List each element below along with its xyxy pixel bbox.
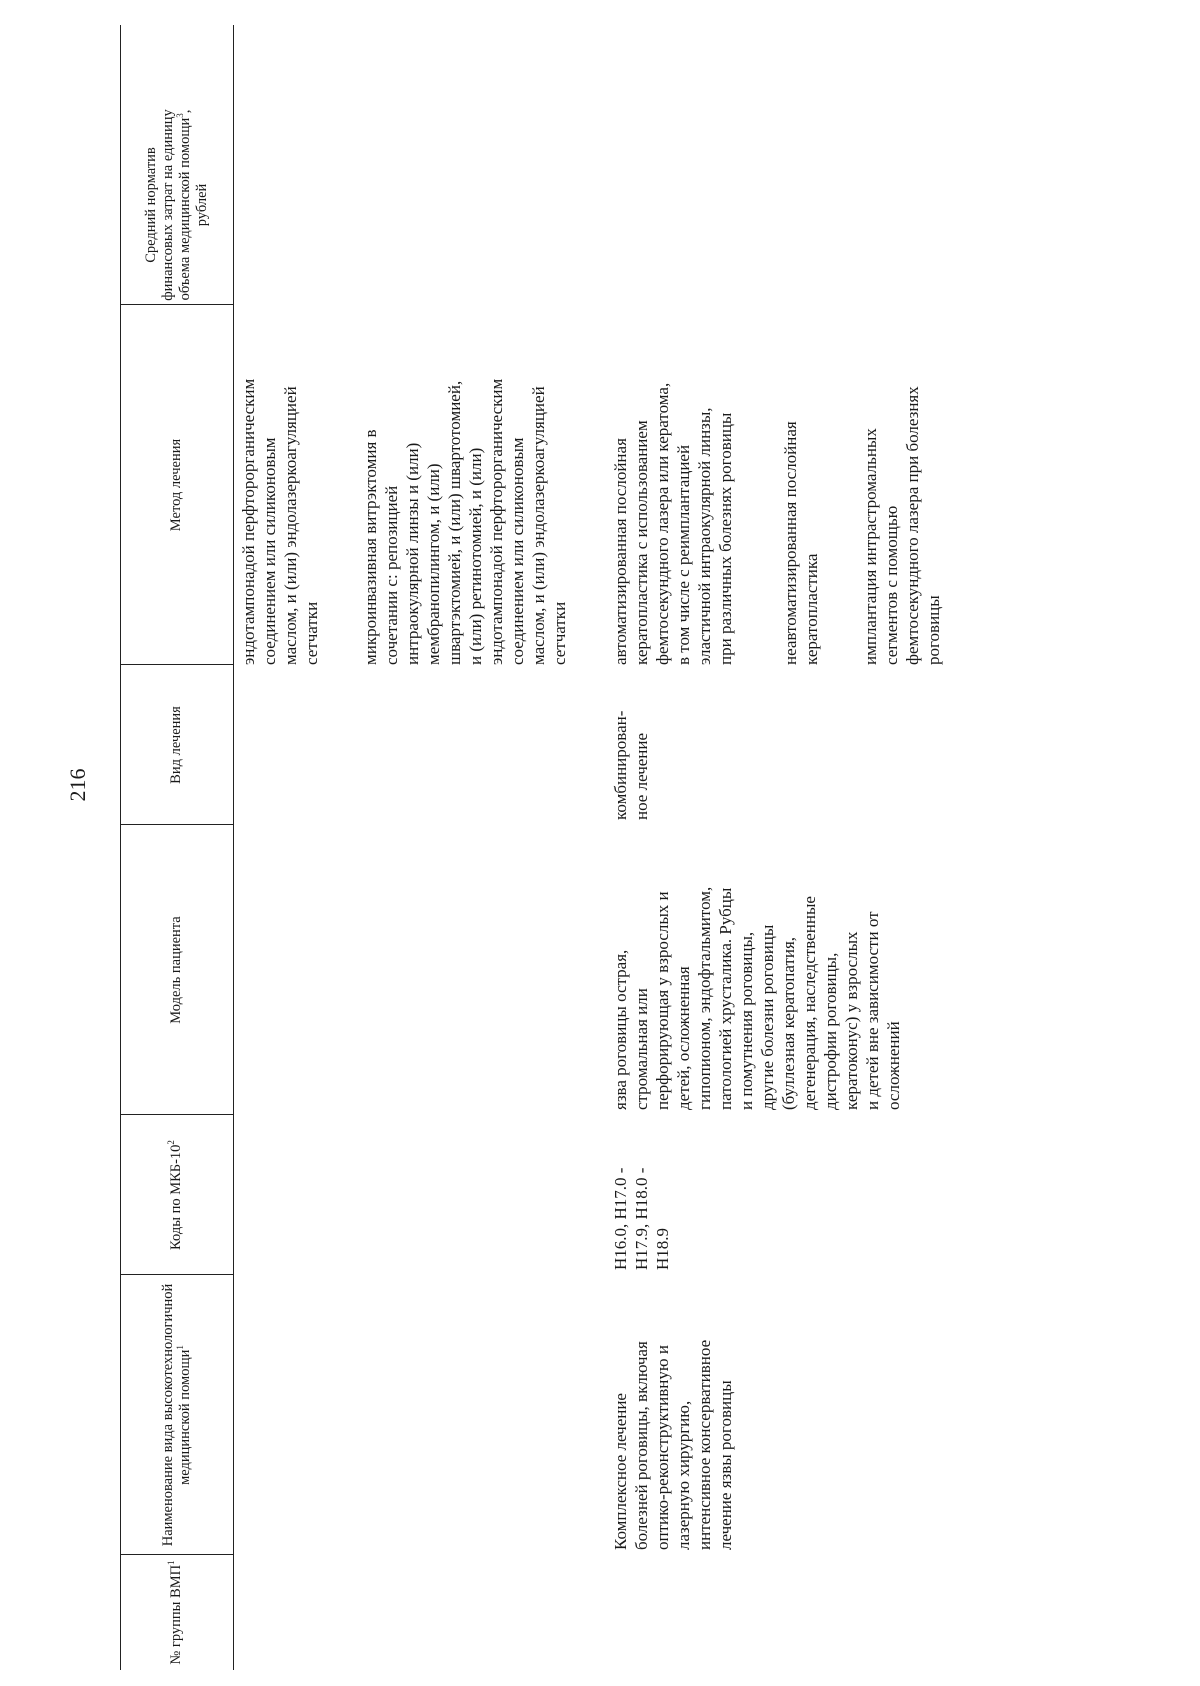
header-treatment-method: Метод лечения	[168, 438, 184, 532]
continuation-method-2: микроинвазивная витрэктомия в сочетании с: репозицией интраокулярной линзы и (или) мембранопилингом, и (или) швартэктомией, и (или) швартотомией, и (или) ретинотомией, и (или) эндотампонадой перфторорганическим соединением или силиконовым маслом, и (или) эндолазеркоагуляцией сетчатки	[361, 378, 569, 665]
header-cost-standard: Средний норматив финансовых затрат на единицу объема медицинской помощи$^3$, рублей	[142, 109, 210, 301]
vmp-name-cell: Комплексное лечение болезней роговицы, включая оптико-реконструктивную и лазерную хирургию, интенсивное консервативное лечение язвы роговицы	[611, 1339, 735, 1550]
continuation-method-1: эндотампонадой перфторорганическим соединением или силиконовым маслом, и (или) эндолазеркоагуляцией сетчатки	[239, 378, 321, 665]
header-vmp-name: Наименование вида высокотехнологичной медицинской помощи$^1$	[159, 1283, 193, 1547]
method-cell-3: имплантация интрастромальных сегментов с помощью фемтосекундного лазера при болезнях роговицы	[861, 386, 943, 665]
header-treatment-type: Вид лечения	[168, 706, 184, 784]
header-vmp-group: № группы ВМП$^1$	[166, 1560, 184, 1665]
method-cell-1: автоматизированная послойная кератопластика с использованием фемтосекундного лазера или кератома, в том числе с реимплантацией эластичной интраокулярной линзы, при различных болезнях роговицы	[611, 382, 735, 665]
treatment-type-cell: комбинирован- ное лечение	[611, 710, 651, 820]
page-number: 216	[65, 768, 90, 802]
patient-model-cell: язва роговицы острая, стромальная или перфорирующая у взрослых и детей, осложненная гипопионом, эндофтальмитом, патологией хрусталика. Рубцы и помутнения роговицы, другие болезни роговицы (буллезная кератопатия, дегенерация, наследственные дистрофии роговицы, кератоконус) у взрослых и детей вне зависимости от осложнений	[611, 886, 903, 1110]
method-cell-2: неавтоматизированная послойная кератопластика	[781, 421, 821, 665]
header-icd-codes: Коды по МКБ-$10^2$	[166, 1140, 184, 1250]
header-patient-model: Модель пациента	[168, 916, 184, 1024]
icd-codes-cell: H16.0, H17.0 - H17.9, H18.0 - H18.9	[611, 1167, 672, 1270]
table-sheet	[120, 25, 1130, 1670]
header-bottom-border	[233, 25, 234, 1670]
